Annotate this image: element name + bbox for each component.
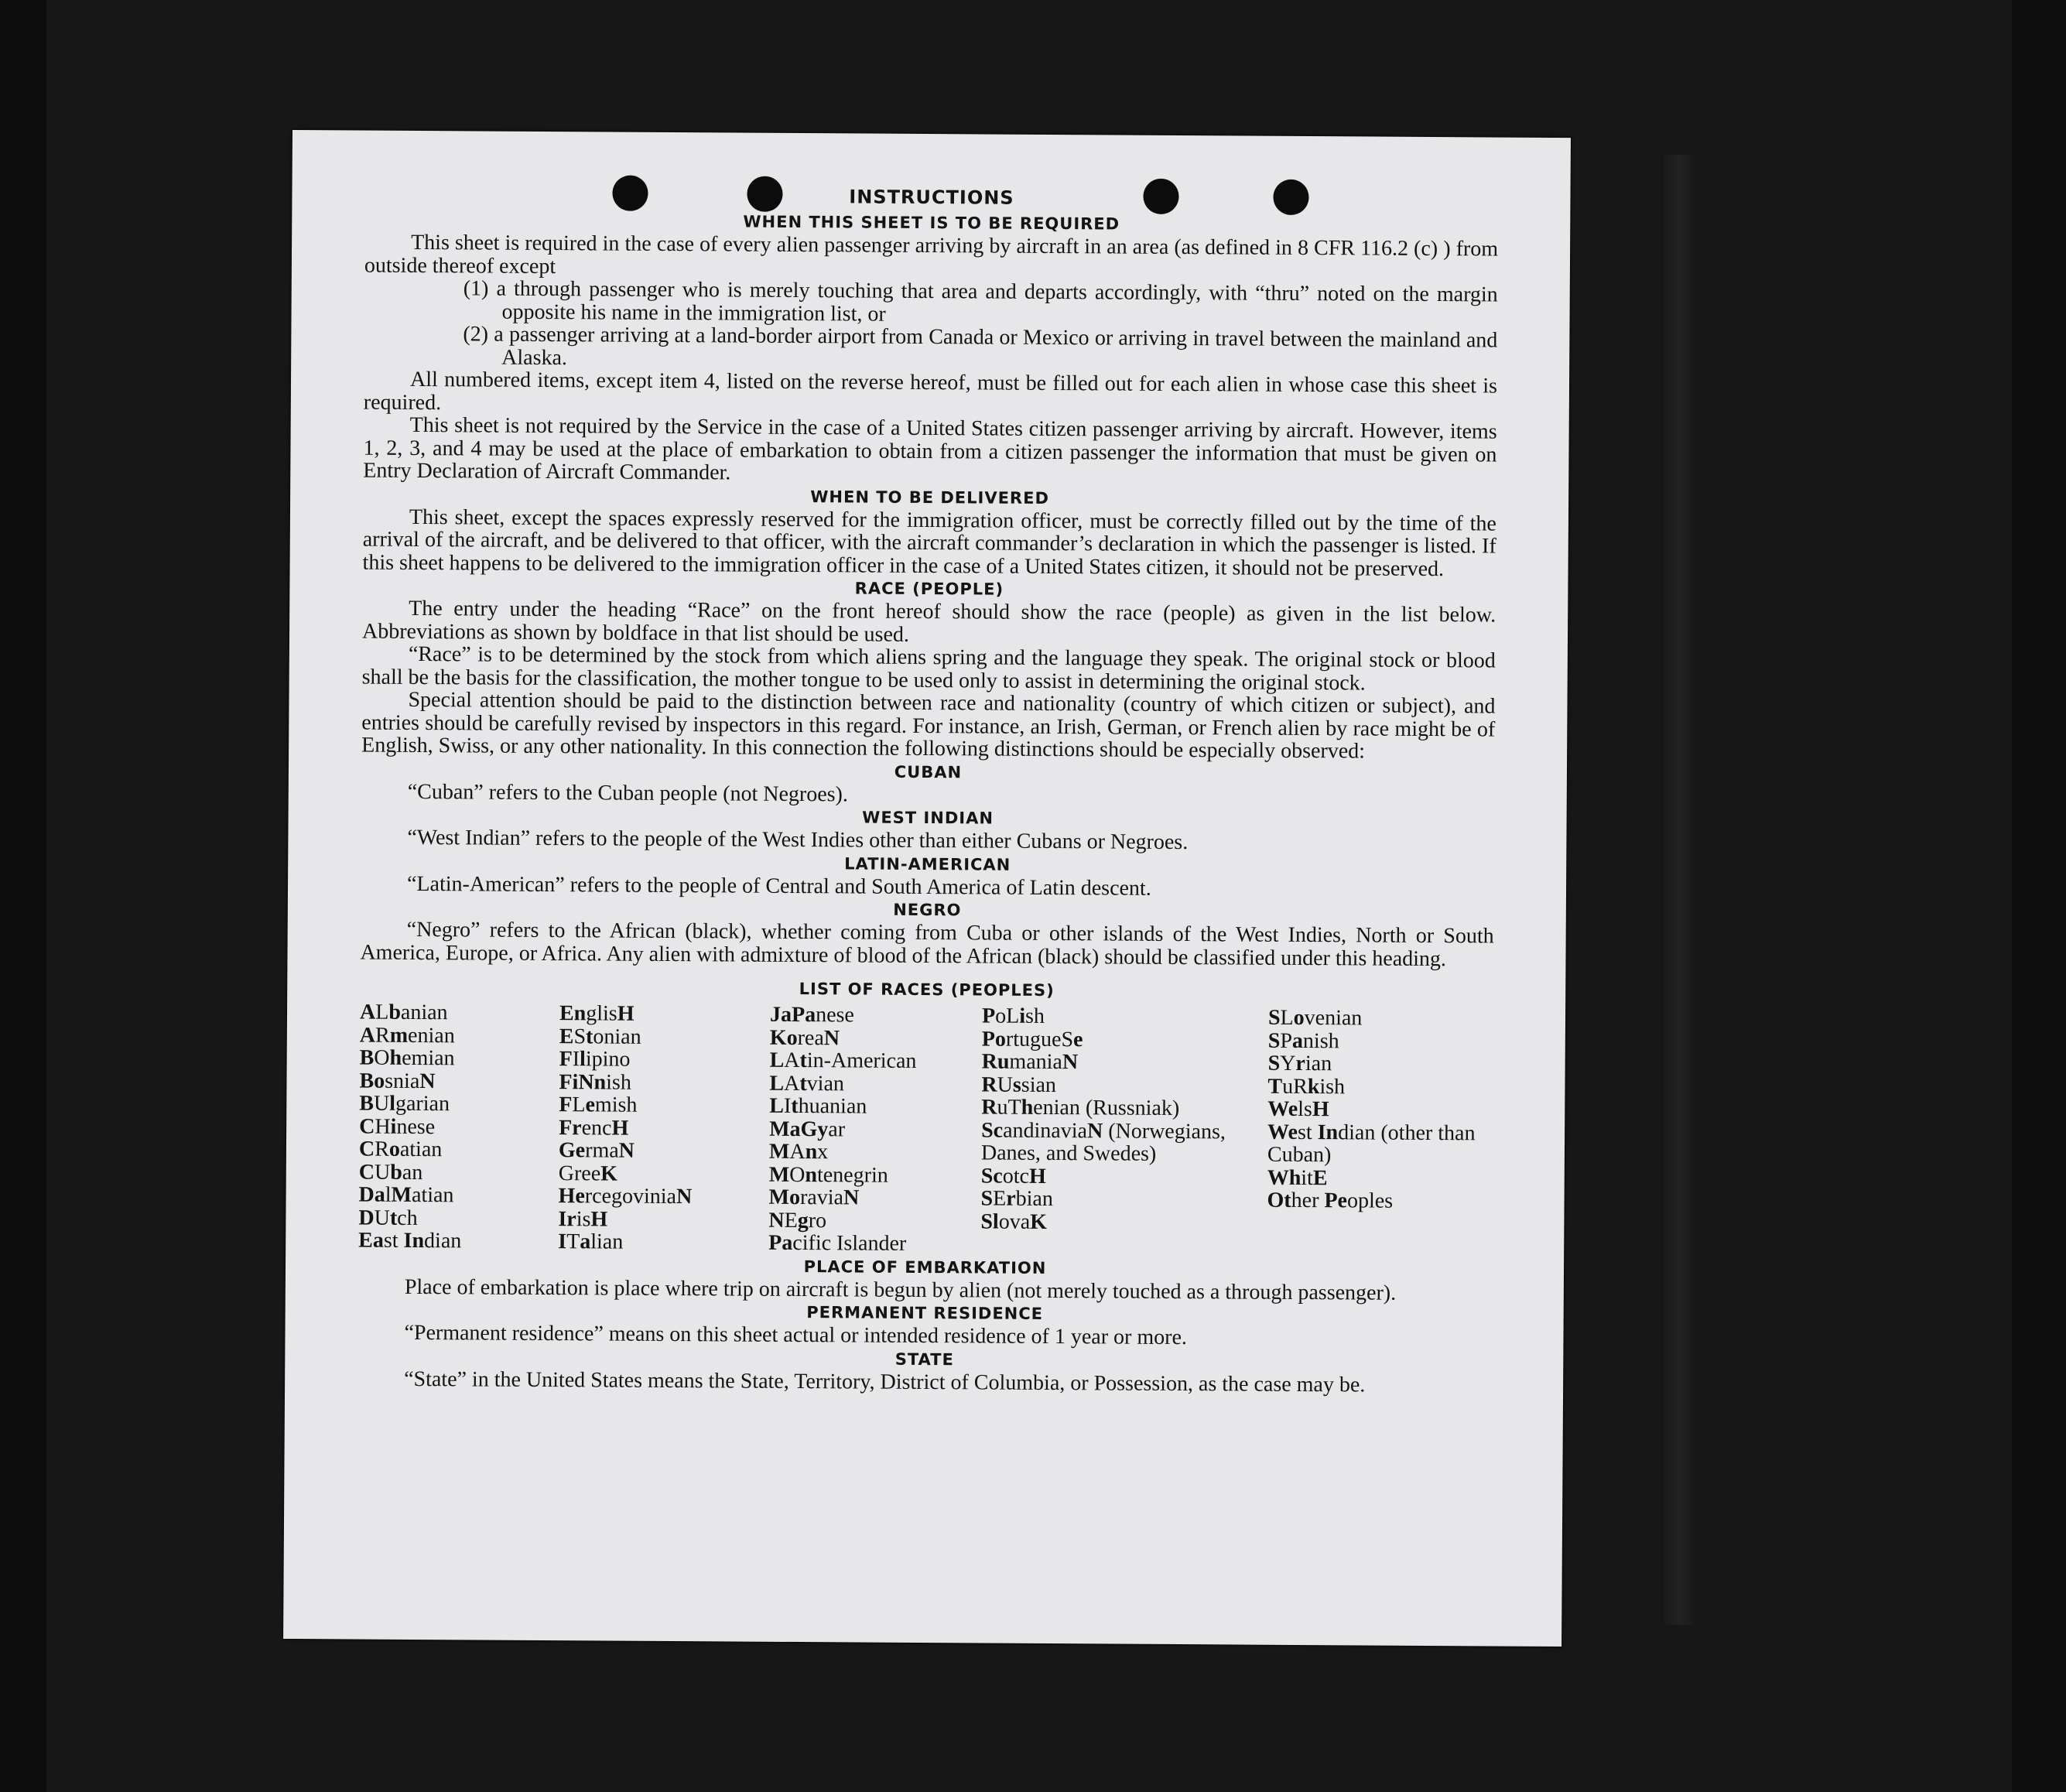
race-entry: SLovenian [1267, 1005, 1363, 1031]
race-entry: DalMatian [358, 1182, 454, 1208]
race-entry: MoraviaN [768, 1185, 860, 1210]
race-entry: JaPanese [769, 1002, 855, 1028]
race-entry: Pacific Islander [768, 1230, 907, 1256]
race-entry: FiNnish [559, 1069, 631, 1095]
race-entry: ALbanian [359, 1000, 448, 1025]
race-entry: SYrian [1267, 1051, 1332, 1076]
section-heading-race: RACE (PEOPLE) [854, 579, 1004, 599]
race-entry: BosniaN [359, 1069, 436, 1093]
race-column [1267, 1007, 1493, 1259]
section-heading-state: STATE [894, 1349, 954, 1369]
race-entry: WhitE [1267, 1165, 1328, 1190]
section-heading-required: WHEN THIS SHEET IS TO BE REQUIRED [743, 212, 1120, 234]
race-list [358, 1001, 1493, 1259]
race-entry: CUban [358, 1160, 423, 1185]
race-entry: NEgro [768, 1208, 827, 1233]
section-heading-west-indian: WEST INDIAN [862, 808, 994, 828]
race-entry: KoreaN [769, 1025, 840, 1050]
race-entry: FLemish [559, 1093, 638, 1117]
race-entry: CHinese [359, 1114, 436, 1139]
section-heading-negro: NEGRO [893, 900, 962, 920]
race-entry: PortugueSe [981, 1026, 1083, 1052]
definition-west-indian: “West Indian” refers to the people of the West Indies other than either Cubans or Negroes. [407, 825, 1189, 855]
race-entry: Other Peoples [1267, 1188, 1394, 1213]
paragraph: “State” in the United States means the State, Territory, District of Columbia, or Possession, as the case may be. [404, 1366, 1366, 1397]
definition-latin-american: “Latin-American” refers to the people of Central and South America of Latin descent. [406, 871, 1151, 901]
scan-border-left [0, 0, 46, 1792]
exception-item-2: (2) a passenger arriving at a land-border airport from Canada or Mexico or arriving in travel between the mainland and Alaska. [463, 322, 1498, 370]
race-entry: FrencH [559, 1115, 629, 1141]
race-column [768, 1004, 982, 1256]
race-entry: ScotcH [980, 1163, 1046, 1188]
race-entry: ITalian [558, 1229, 624, 1254]
race-entry: LIthuanian [769, 1093, 867, 1119]
race-entry: GermaN [558, 1138, 635, 1163]
paragraph: This sheet is not required by the Service in the case of a United States citizen passenger arriving by aircraft. However, items 1, 2, 3, and 4 may be used at the place of embarkation to obtain from a citizen passenger the information that must be given on Entry Declaration of Aircraft Commander. [363, 412, 1497, 485]
section-heading-embarkation: PLACE OF EMBARKATION [803, 1257, 1047, 1277]
paragraph: “Race” is to be determined by the stock from which aliens spring and the language they speak. The original stock or blood shall be the basis for the classification, the mother tongue to be used only to assist in determining the original stock. [361, 641, 1496, 695]
race-entry: EStonian [559, 1024, 641, 1049]
race-entry: SlovaK [980, 1209, 1048, 1234]
race-entry: LAtin-American [769, 1048, 917, 1073]
definition-negro: “Negro” refers to the African (black), whether coming from Cuba or other islands of the West Indies, North or South America, Europe, or Africa. Any alien with admixture of blood of the African (black) should be classified under this heading. [360, 917, 1494, 971]
document-sheet [283, 130, 1571, 1647]
race-entry: BUlgarian [359, 1091, 450, 1117]
paragraph: This sheet, except the spaces expressly reserved for the immigration officer, must be correctly filled out by the time of the arrival of the aircraft, and be delivered to that officer, with the aircraft commander’s declaration in which the passenger is listed. If this sheet happens to be delivered to the immigration officer in the case of a United States citizen, it should not be preserved. [362, 504, 1497, 581]
page-title: INSTRUCTIONS [849, 186, 1014, 209]
section-heading-delivered: WHEN TO BE DELIVERED [810, 487, 1049, 508]
race-entry: MaGyar [769, 1117, 846, 1141]
paragraph: “Permanent residence” means on this sheet actual or intended residence of 1 year or more. [404, 1320, 1188, 1350]
exception-item-1: (1) a through passenger who is merely touching that area and departs accordingly, with “thru” noted on the margin opposite his name in the immigration list, or [463, 276, 1498, 327]
paragraph: Place of embarkation is place where trip on aircraft is begun by alien (not merely touched as a through passenger). [404, 1274, 1397, 1305]
paragraph: Special attention should be paid to the distinction between race and nationality (country of which citizen or subject), and entries should be carefully revised by inspectors in this regard. For instance, an Irish, German, or French alien by race might be of English, Swiss, or any other nationality. In this connection the following distinctions should be especially observed: [361, 687, 1496, 764]
race-entry: RuThenian (Russniak) [981, 1095, 1180, 1121]
race-entry: West Indian (other than Cuban) [1267, 1120, 1476, 1168]
race-entry: WelsH [1267, 1096, 1329, 1122]
race-column [980, 1004, 1268, 1257]
paragraph: The entry under the heading “Race” on the front hereof should show the race (people) as given in the list below. Abbreviations as shown by boldface in that list should be used. [361, 596, 1496, 647]
race-entry: EnglisH [559, 1001, 635, 1026]
section-heading-cuban: CUBAN [894, 762, 963, 781]
race-entry: LAtvian [769, 1071, 845, 1096]
scan-reflection [1664, 155, 1695, 1625]
paragraph: All numbered items, except item 4, listed on the reverse hereof, must be filled out for each alien in whose case this sheet is required. [363, 367, 1498, 415]
race-entry: HercegoviniaN [558, 1184, 693, 1209]
instructions-body [357, 180, 1499, 1397]
race-entry: DUtch [358, 1205, 418, 1230]
race-entry: FIlipino [559, 1047, 631, 1072]
race-entry: RUssian [981, 1072, 1057, 1097]
race-entry: GreeK [558, 1161, 618, 1186]
paragraph: This sheet is required in the case of every alien passenger arriving by aircraft in an area (as defined in 8 CFR 116.2 (c) ) from outside thereof except [364, 230, 1499, 279]
race-entry: TuRkish [1267, 1074, 1346, 1099]
race-entry: East Indian [358, 1228, 462, 1253]
race-entry: ARmenian [359, 1023, 455, 1048]
race-entry: SErbian [980, 1186, 1054, 1212]
race-entry: BOhemian [359, 1045, 455, 1071]
race-entry: MAnx [768, 1139, 829, 1164]
race-entry: MOntenegrin [768, 1162, 888, 1188]
race-entry: SPanish [1267, 1028, 1339, 1053]
scan-border-right [2012, 0, 2066, 1792]
race-column [558, 1002, 770, 1254]
race-entry: ScandinaviaN (Norwegians, Danes, and Swedes) [980, 1117, 1226, 1166]
section-heading-residence: PERMANENT RESIDENCE [806, 1303, 1044, 1323]
race-entry: IrisH [558, 1206, 608, 1232]
section-heading-list-of-races: LIST OF RACES (PEOPLES) [799, 980, 1055, 1000]
race-column [358, 1001, 559, 1253]
definition-cuban: “Cuban” refers to the Cuban people (not Negroes). [407, 779, 849, 806]
section-heading-latin-american: LATIN-AMERICAN [844, 853, 1011, 874]
race-entry: PoLish [981, 1004, 1045, 1028]
race-entry: RumaniaN [981, 1049, 1079, 1075]
race-entry: CRoatian [358, 1137, 443, 1162]
